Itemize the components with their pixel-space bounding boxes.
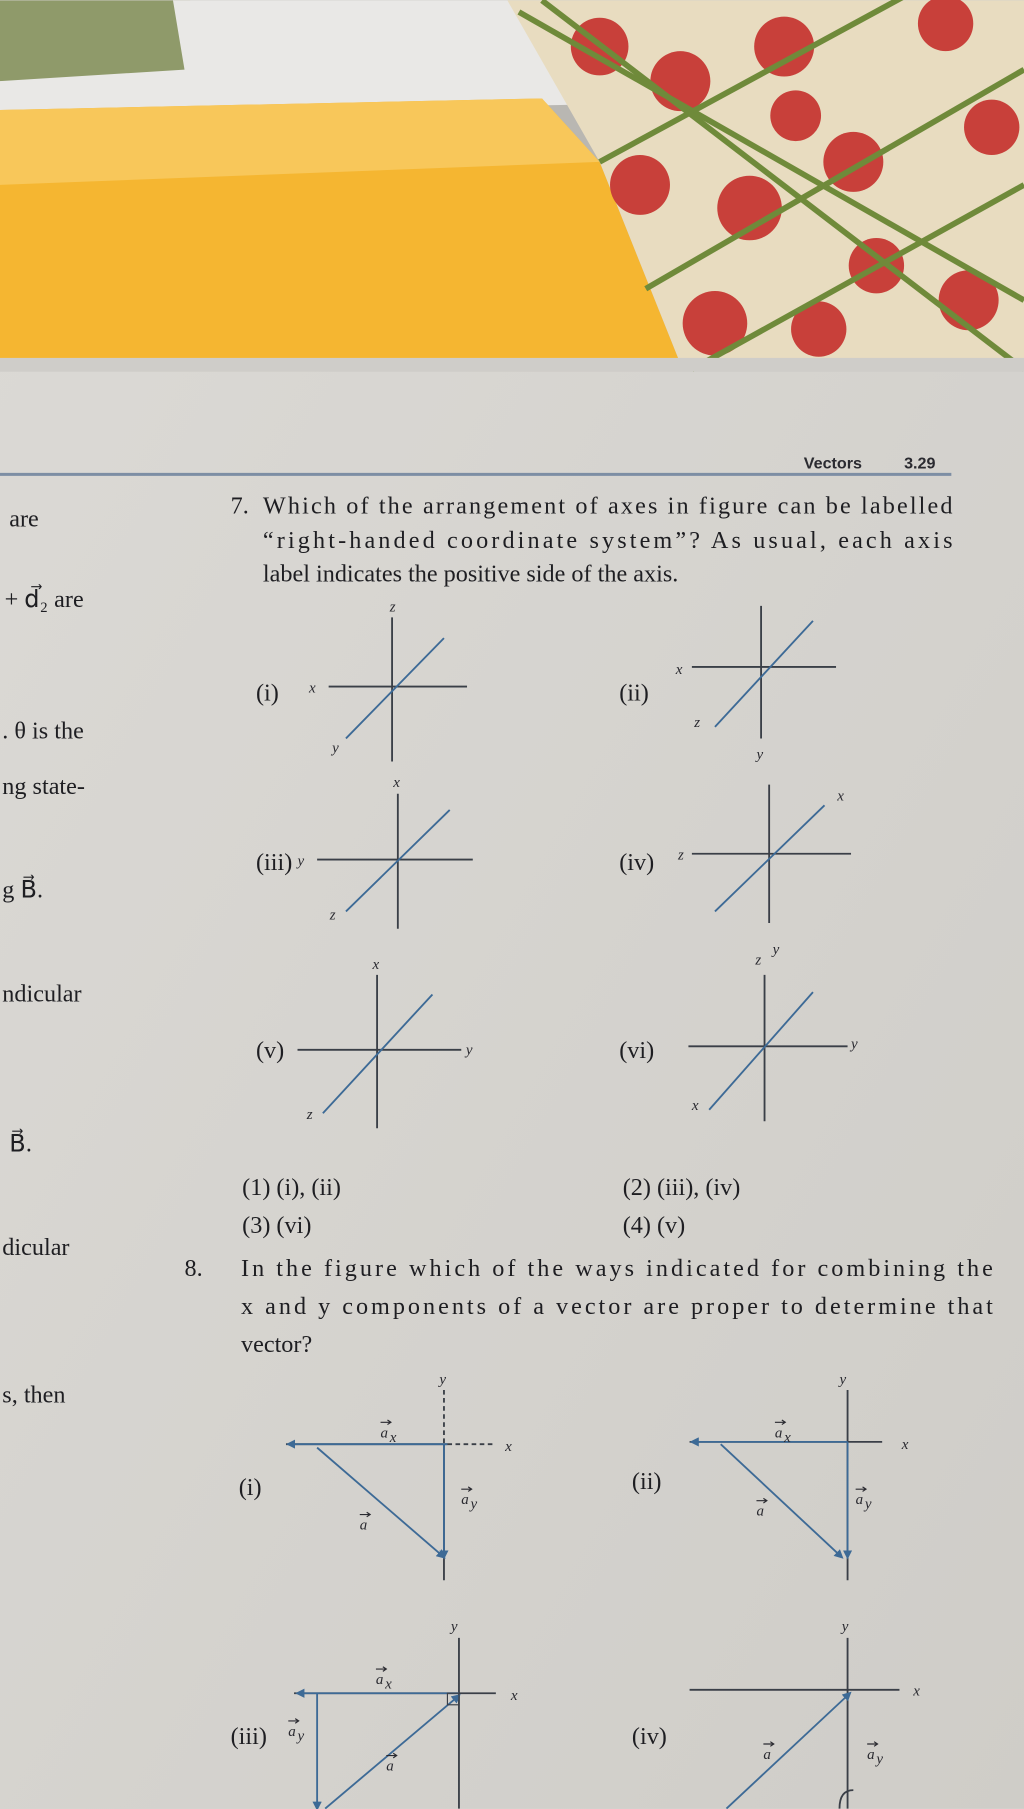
y-axis-label: y <box>839 1372 847 1389</box>
axis-label: y <box>465 1042 473 1059</box>
svg-text:y: y <box>470 1496 478 1513</box>
svg-text:y: y <box>297 1728 305 1745</box>
svg-text:y: y <box>876 1751 884 1768</box>
figure-label: (iii) <box>230 1722 267 1750</box>
margin-fragment: g B⃗. <box>2 876 44 904</box>
question-text-line: In the figure which of the ways indicated for combining the <box>241 1254 993 1282</box>
axis-label: x <box>837 788 844 805</box>
x-axis-label: x <box>901 1436 909 1453</box>
svg-text:a: a <box>461 1492 469 1509</box>
svg-text:a: a <box>855 1492 864 1509</box>
svg-text:a: a <box>756 1503 764 1520</box>
axis-label: y <box>297 853 305 870</box>
margin-fragment: B⃗. <box>9 1130 32 1158</box>
question-text-line: x and y components of a vector are proper to determine that <box>241 1292 993 1320</box>
figure-label: (i) <box>256 679 279 707</box>
figure-label: (vi) <box>619 1036 655 1064</box>
option-4[interactable]: (4) (v) <box>622 1212 686 1240</box>
svg-text:a: a <box>386 1758 394 1775</box>
svg-text:a: a <box>375 1672 384 1689</box>
x-axis-label: x <box>505 1439 512 1456</box>
svg-text:x: x <box>385 1676 392 1693</box>
axis-label: x <box>372 957 380 974</box>
margin-fragment: are <box>9 505 39 533</box>
axis-label: x <box>393 774 400 791</box>
margin-fragment: . θ is the <box>2 717 84 745</box>
question-text-line: Which of the arrangement of axes in figure can be labelled <box>262 492 953 520</box>
axis-label: y <box>332 740 339 757</box>
y-axis-label: y <box>450 1618 458 1635</box>
axis-label: z <box>678 847 684 864</box>
svg-text:a: a <box>380 1425 389 1442</box>
axis-label: x <box>691 1097 699 1114</box>
axis-label: z <box>329 907 336 924</box>
y-axis-label: y <box>439 1372 447 1389</box>
figure-label: (v) <box>256 1036 285 1064</box>
figure-label: (ii) <box>631 1468 662 1496</box>
figure-label: (i) <box>238 1473 262 1501</box>
svg-text:y: y <box>864 1496 872 1513</box>
figure-label: (iv) <box>631 1722 667 1750</box>
question-text-line: label indicates the positive side of the axis. <box>262 560 679 588</box>
page-number: 3.29 <box>904 454 936 473</box>
question-text-line: vector? <box>241 1330 313 1358</box>
section-title: Vectors <box>803 454 863 473</box>
margin-fragment: dicular <box>2 1234 70 1262</box>
margin-fragment: ng state- <box>2 772 85 800</box>
axis-label: x <box>309 680 316 697</box>
axis-label: y <box>851 1036 858 1053</box>
figure-label: (iv) <box>619 848 655 876</box>
axis-label: z <box>389 599 396 616</box>
x-axis-label: x <box>510 1688 518 1705</box>
svg-text:a: a <box>867 1746 875 1763</box>
svg-text:a: a <box>288 1723 296 1740</box>
svg-text:a: a <box>774 1425 783 1442</box>
axis-label: y <box>756 747 764 764</box>
svg-text:x: x <box>389 1429 397 1446</box>
y-axis-label: y <box>841 1618 849 1635</box>
axis-label: x <box>675 661 683 678</box>
margin-fragment: s, then <box>2 1381 66 1409</box>
figure-label: (ii) <box>619 679 649 707</box>
photo-top-region <box>0 0 1024 372</box>
option-1[interactable]: (1) (i), (ii) <box>242 1174 341 1202</box>
margin-fragment: + d⃗₂ are <box>4 585 84 613</box>
question-number: 8. <box>184 1254 203 1282</box>
axis-label: z <box>755 952 762 969</box>
question-number: 7. <box>230 492 249 520</box>
option-2[interactable]: (2) (iii), (iv) <box>622 1174 741 1202</box>
svg-text:x: x <box>784 1429 791 1446</box>
axis-label: z <box>306 1106 313 1123</box>
option-3[interactable]: (3) (vi) <box>242 1212 312 1240</box>
svg-text:a: a <box>359 1517 368 1534</box>
svg-text:a: a <box>763 1746 771 1763</box>
margin-fragment: ndicular <box>2 980 82 1008</box>
x-axis-label: x <box>913 1683 920 1700</box>
figure-label: (iii) <box>256 848 293 876</box>
axis-label: y <box>772 942 780 959</box>
axis-label: z <box>694 714 701 731</box>
question-text-line: “right-handed coordinate system”? As usual, each axis <box>262 527 953 555</box>
